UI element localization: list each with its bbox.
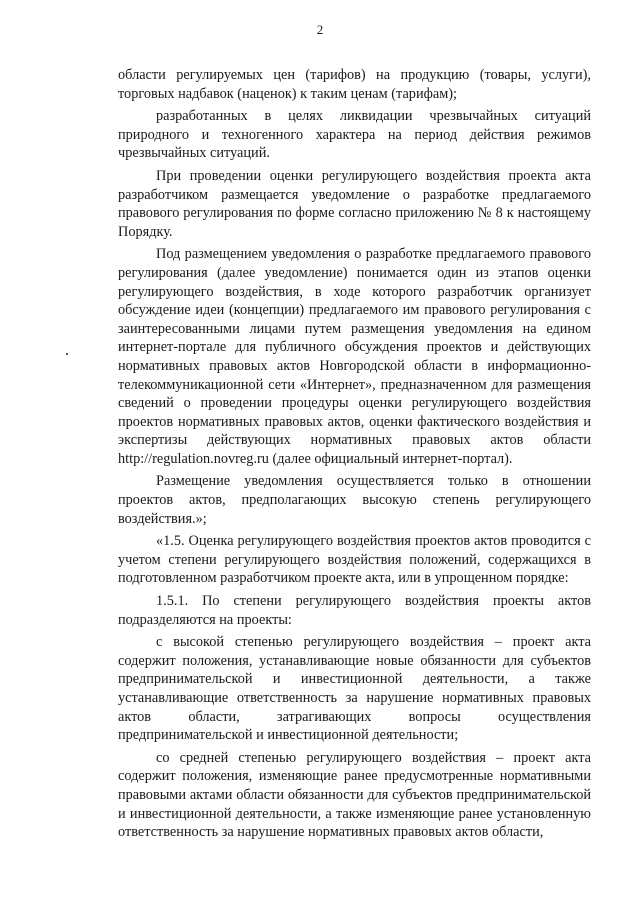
paragraph: разработанных в целях ликвидации чрезвычайных ситуаций природного и техногенного характера на период действия режимов чрезвычайных ситуаций. bbox=[118, 108, 591, 162]
paragraph: При проведении оценки регулирующего воздействия проекта акта разработчиком размещается уведомление о разработке предлагаемого правового регулирования по форме согласно приложению № 8 к настоящему Порядку. bbox=[118, 167, 591, 240]
paragraph: «1.5. Оценка регулирующего воздействия проектов актов проводится с учетом степени регулирующего воздействия положений, содержащихся в подготовленном разработчиком проекте акта, или в упрощенном порядке: bbox=[118, 533, 591, 587]
paragraph: Размещение уведомления осуществляется только в отношении проектов актов, предполагающих высокую степень регулирующего воздействия.»; bbox=[118, 473, 591, 527]
paragraph: 1.5.1. По степени регулирующего воздействия проекты актов подразделяются на проекты: bbox=[118, 593, 591, 628]
paragraph: области регулируемых цен (тарифов) на продукцию (товары, услуги), торговых надбавок (наценок) к таким ценам (тарифам); bbox=[118, 67, 591, 102]
page-number: 2 bbox=[316, 22, 324, 37]
margin-mark bbox=[66, 353, 68, 355]
document-body bbox=[118, 66, 591, 846]
paragraph: Под размещением уведомления о разработке предлагаемого правового регулирования (далее уведомление) понимается один из этапов оценки регулирующего воздействия, в ходе которого разработчик организует обсуждение идеи (концепции) предлагаемого им правового регулирования с заинтересованными лицами путем размещения уведомления на едином интернет-портале для публичного обсуждения проектов и действующих нормативных правовых актов Новгородской области в информационно-телекоммуникационной сети «Интернет», предназначенном для размещения сведений о проведении процедуры оценки регулирующего воздействия проектов нормативных правовых актов, оценки фактического воздействия и экспертизы действующих нормативных правовых актов области http://regulation.novreg.ru (далее официальный интернет-портал). bbox=[118, 246, 591, 467]
paragraph: с высокой степенью регулирующего воздействия – проект акта содержит положения, устанавливающие новые обязанности для субъектов предпринимательской и инвестиционной деятельности, а также устанавливающие ответственность за нарушение нормативных правовых актов области, затрагивающих вопросы осуществления предпринимательской и инвестиционной деятельности; bbox=[118, 634, 591, 744]
paragraph: со средней степенью регулирующего воздействия – проект акта содержит положения, изменяющие ранее предусмотренные нормативными правовыми актами области обязанности для субъектов предпринимательской и инвестиционной деятельности, а также изменяющие ранее установленную ответственность за нарушение нормативных правовых актов области, bbox=[118, 749, 591, 841]
